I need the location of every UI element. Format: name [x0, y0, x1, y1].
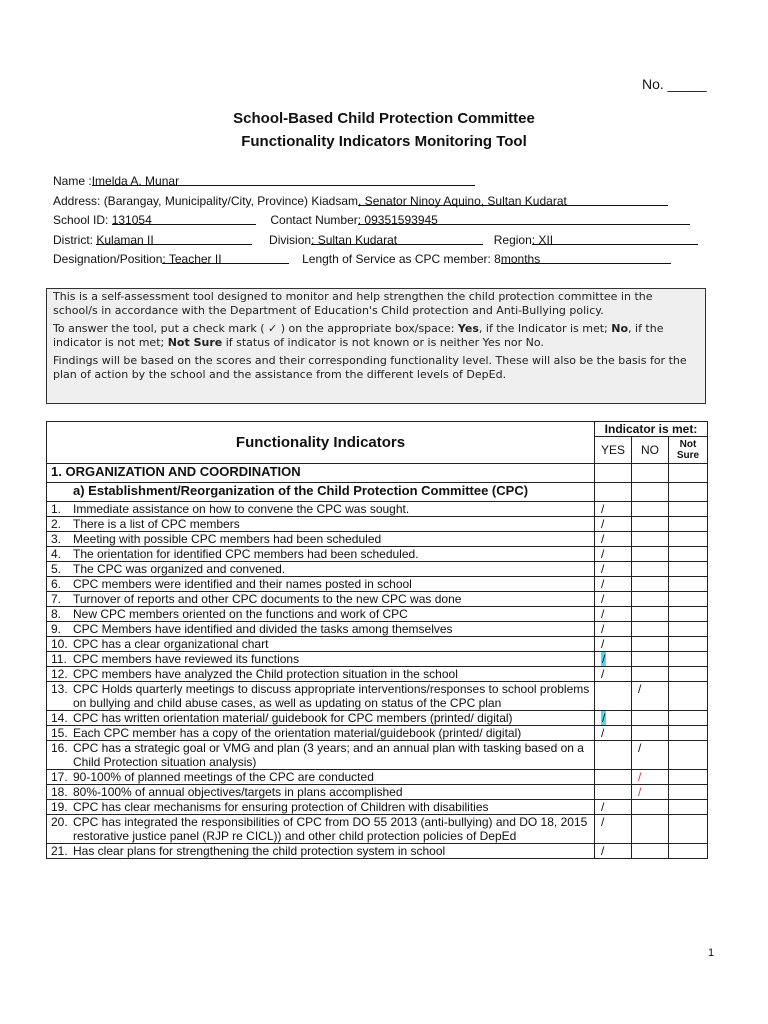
- indicator-text: CPC has clear mechanisms for ensuring protection of Children with disabilities: [69, 800, 595, 815]
- no-checkbox[interactable]: [632, 637, 669, 652]
- indicator-text: CPC has written orientation material/ guidebook for CPC members (printed/ digital): [69, 711, 595, 726]
- indicator-row: [47, 726, 708, 741]
- service-label: Length of Service as CPC member: 8: [302, 252, 501, 266]
- indicator-number: 1.: [47, 502, 70, 517]
- yes-checkbox[interactable]: /: [595, 622, 632, 637]
- indicator-number: 9.: [47, 622, 70, 637]
- not-sure-checkbox[interactable]: [669, 637, 708, 652]
- no-checkbox[interactable]: [632, 607, 669, 622]
- not-sure-checkbox[interactable]: [669, 562, 708, 577]
- yes-checkbox[interactable]: /: [595, 844, 632, 859]
- service-field: months: [501, 250, 671, 264]
- indicator-number: 15.: [47, 726, 70, 741]
- district-field: Kulaman II: [96, 231, 252, 245]
- no-checkbox[interactable]: [632, 562, 669, 577]
- indicator-row: [47, 844, 708, 859]
- yes-checkbox[interactable]: /: [595, 607, 632, 622]
- indicator-text: 80%-100% of annual objectives/targets in plans accomplished: [69, 785, 595, 800]
- no-checkbox[interactable]: [632, 532, 669, 547]
- instructions-findings: Findings will be based on the scores and their corresponding functionality level. These will also be the basis for the plan of action by the school and the assistance from the different levels of DepEd.: [53, 354, 687, 381]
- not-sure-checkbox[interactable]: [669, 741, 708, 770]
- indicator-text: Turnover of reports and other CPC documents to the new CPC was done: [69, 592, 595, 607]
- yes-checkbox[interactable]: /: [595, 800, 632, 815]
- no-checkbox[interactable]: [632, 502, 669, 517]
- document-number: No. _____: [642, 76, 707, 92]
- indicator-row: [47, 815, 708, 844]
- school-id-row: [53, 211, 713, 231]
- district-label: District:: [53, 232, 97, 247]
- no-column-header: NO: [632, 437, 669, 464]
- no-checkbox[interactable]: [632, 547, 669, 562]
- indicator-number: 17.: [47, 770, 70, 785]
- no-checkbox[interactable]: /: [632, 741, 669, 770]
- no-checkbox[interactable]: /: [632, 785, 669, 800]
- indicator-row: [47, 741, 708, 770]
- no-checkbox[interactable]: [632, 517, 669, 532]
- indicator-text: The orientation for identified CPC members had been scheduled.: [69, 547, 595, 562]
- indicator-met-header: Indicator is met:: [595, 422, 708, 437]
- no-checkbox[interactable]: [632, 577, 669, 592]
- school-id-label: School ID:: [53, 213, 112, 227]
- no-checkbox[interactable]: [632, 622, 669, 637]
- no-checkbox[interactable]: [632, 815, 669, 844]
- indicator-row: [47, 682, 708, 711]
- yes-checkbox[interactable]: /: [595, 577, 632, 592]
- indicator-row: [47, 622, 708, 637]
- indicator-number: 16.: [47, 741, 70, 770]
- title-line-2: Functionality Indicators Monitoring Tool: [241, 133, 527, 150]
- yes-checkbox[interactable]: /: [595, 637, 632, 652]
- indicator-text: The CPC was organized and convened.: [69, 562, 595, 577]
- not-sure-checkbox[interactable]: [669, 607, 708, 622]
- yes-checkbox[interactable]: /: [595, 652, 632, 667]
- no-checkbox[interactable]: [632, 652, 669, 667]
- not-sure-checkbox[interactable]: [669, 682, 708, 711]
- not-sure-checkbox[interactable]: [669, 815, 708, 844]
- indicator-row: [47, 667, 708, 682]
- indicator-text: 90-100% of planned meetings of the CPC are conducted: [69, 770, 595, 785]
- no-checkbox[interactable]: [632, 667, 669, 682]
- indicator-row: [47, 592, 708, 607]
- not-sure-checkbox[interactable]: [669, 667, 708, 682]
- indicator-text: Immediate assistance on how to convene the CPC was sought.: [69, 502, 595, 517]
- no-checkbox[interactable]: [632, 592, 669, 607]
- district-row: [53, 231, 713, 251]
- yes-checkbox[interactable]: [595, 785, 632, 800]
- not-sure-checkbox[interactable]: [669, 592, 708, 607]
- address-field: , Senator Ninoy Aquino, Sultan Kudarat: [358, 192, 668, 206]
- yes-checkbox[interactable]: [595, 682, 632, 711]
- indicator-row: [47, 502, 708, 517]
- indicator-text: Meeting with possible CPC members had been scheduled: [69, 532, 595, 547]
- not-sure-checkbox[interactable]: [669, 517, 708, 532]
- designation-row: [53, 250, 713, 270]
- indicator-text: Has clear plans for strengthening the child protection system in school: [69, 844, 595, 859]
- not-sure-checkbox[interactable]: [669, 726, 708, 741]
- no-checkbox[interactable]: [632, 800, 669, 815]
- indicators-table: [46, 421, 708, 859]
- instructions-purpose: This is a self-assessment tool designed to monitor and help strengthen the child protection committee in the school/s in accordance with the Department of Education's Child protection and Anti-Bullying policy.: [53, 290, 653, 317]
- indicator-number: 3.: [47, 532, 70, 547]
- indicator-number: 6.: [47, 577, 70, 592]
- not-sure-checkbox[interactable]: [669, 652, 708, 667]
- indicator-row: [47, 770, 708, 785]
- indicator-row: [47, 532, 708, 547]
- not-sure-checkbox[interactable]: [669, 800, 708, 815]
- indicator-number: 10.: [47, 637, 70, 652]
- designation-field: : Teacher II: [162, 250, 289, 264]
- indicator-text: CPC members have reviewed its functions: [69, 652, 595, 667]
- indicator-row: [47, 547, 708, 562]
- indicator-text: CPC members have analyzed the Child protection situation in the school: [69, 667, 595, 682]
- yes-checkbox[interactable]: /: [595, 547, 632, 562]
- indicator-row: [47, 711, 708, 726]
- contact-label: Contact Number: [270, 213, 358, 227]
- indicator-text: CPC has a strategic goal or VMG and plan (3 years; and an annual plan with tasking based on a Child Protection situation analysis): [69, 741, 595, 770]
- yes-checkbox[interactable]: /: [595, 667, 632, 682]
- instructions-how-to: To answer the tool, put a check mark ( ✓ ) on the appropriate box/space: Yes, if the Indicator is met; No, if the indicator is not met; Not Sure if status of indicator is not known or is neither Yes nor No.: [53, 322, 664, 349]
- division-field: : Sultan Kudarat: [311, 231, 483, 245]
- not-sure-checkbox[interactable]: [669, 502, 708, 517]
- instructions-box: [46, 288, 706, 404]
- indicator-text: CPC has a clear organizational chart: [69, 637, 595, 652]
- name-row: [53, 172, 713, 192]
- region-label: Region: [493, 232, 532, 247]
- not-sure-checkbox[interactable]: [669, 785, 708, 800]
- no-checkbox[interactable]: /: [632, 770, 669, 785]
- indicator-number: 13.: [47, 682, 70, 711]
- not-sure-checkbox[interactable]: [669, 547, 708, 562]
- not-sure-checkbox[interactable]: [669, 622, 708, 637]
- not-sure-checkbox[interactable]: [669, 711, 708, 726]
- yes-checkbox[interactable]: /: [595, 711, 632, 726]
- indicator-number: 11.: [47, 652, 70, 667]
- indicator-number: 2.: [47, 517, 70, 532]
- region-field: : XII: [532, 231, 698, 245]
- indicator-text: CPC members were identified and their names posted in school: [69, 577, 595, 592]
- no-checkbox[interactable]: [632, 844, 669, 859]
- indicator-text: Each CPC member has a copy of the orientation material/guidebook (printed/ digital): [69, 726, 595, 741]
- division-label: Division: [269, 232, 312, 247]
- yes-checkbox[interactable]: /: [595, 726, 632, 741]
- indicator-text: New CPC members oriented on the functions and work of CPC: [69, 607, 595, 622]
- indicator-number: 18.: [47, 785, 70, 800]
- indicator-number: 12.: [47, 667, 70, 682]
- functionality-indicators-header: Functionality Indicators: [47, 422, 595, 464]
- page-number: 1: [708, 947, 715, 959]
- indicator-row: [47, 577, 708, 592]
- indicator-row: [47, 517, 708, 532]
- yes-checkbox[interactable]: /: [595, 562, 632, 577]
- no-checkbox[interactable]: [632, 726, 669, 741]
- not-sure-column-header: Not Sure: [669, 437, 708, 464]
- yes-column-header: YES: [595, 437, 632, 464]
- yes-checkbox[interactable]: /: [595, 502, 632, 517]
- contact-field: : 09351593945: [358, 211, 690, 225]
- indicator-row: [47, 800, 708, 815]
- indicator-text: CPC has integrated the responsibilities of CPC from DO 55 2013 (anti-bullying) and DO 18, 2015 restorative justice panel (RJP re CICL)) and other child protection policies of DepEd: [69, 815, 595, 844]
- school-id-field: 131054: [112, 211, 256, 225]
- no-checkbox[interactable]: [632, 711, 669, 726]
- not-sure-checkbox[interactable]: [669, 844, 708, 859]
- yes-checkbox[interactable]: /: [595, 532, 632, 547]
- indicator-number: 4.: [47, 547, 70, 562]
- indicator-row: [47, 607, 708, 622]
- indicator-number: 20.: [47, 815, 70, 844]
- not-sure-checkbox[interactable]: [669, 770, 708, 785]
- yes-checkbox[interactable]: /: [595, 815, 632, 844]
- indicator-text: There is a list of CPC members: [69, 517, 595, 532]
- subsection-establishment: a) Establishment/Reorganization of the Child Protection Committee (CPC): [47, 483, 708, 502]
- indicator-row: [47, 785, 708, 800]
- yes-checkbox[interactable]: [595, 741, 632, 770]
- address-label: Address: (Barangay, Municipality/City, Province) Kiadsam: [53, 193, 359, 208]
- indicator-text: CPC Members have identified and divided the tasks among themselves: [69, 622, 595, 637]
- indicator-number: 21.: [47, 844, 70, 859]
- info-block: [53, 172, 713, 270]
- indicator-number: 19.: [47, 800, 70, 815]
- address-row: [53, 192, 713, 212]
- yes-checkbox[interactable]: /: [595, 517, 632, 532]
- section-organization: 1. ORGANIZATION AND COORDINATION: [47, 464, 708, 483]
- indicator-number: 7.: [47, 592, 70, 607]
- no-checkbox[interactable]: /: [632, 682, 669, 711]
- yes-checkbox[interactable]: [595, 770, 632, 785]
- not-sure-checkbox[interactable]: [669, 532, 708, 547]
- yes-checkbox[interactable]: /: [595, 592, 632, 607]
- indicator-row: [47, 637, 708, 652]
- not-sure-checkbox[interactable]: [669, 577, 708, 592]
- indicator-number: 5.: [47, 562, 70, 577]
- indicator-row: [47, 562, 708, 577]
- title-line-1: School-Based Child Protection Committee: [233, 110, 535, 127]
- indicator-number: 8.: [47, 607, 70, 622]
- designation-label: Designation/Position: [53, 252, 163, 266]
- name-label: Name :: [53, 174, 92, 188]
- indicator-text: CPC Holds quarterly meetings to discuss appropriate interventions/responses to school problems on bullying and child abuse cases, as well as updating on status of the CPC plan: [69, 682, 595, 711]
- name-field: Imelda A. Munar: [92, 172, 475, 186]
- indicator-number: 14.: [47, 711, 70, 726]
- indicator-row: [47, 652, 708, 667]
